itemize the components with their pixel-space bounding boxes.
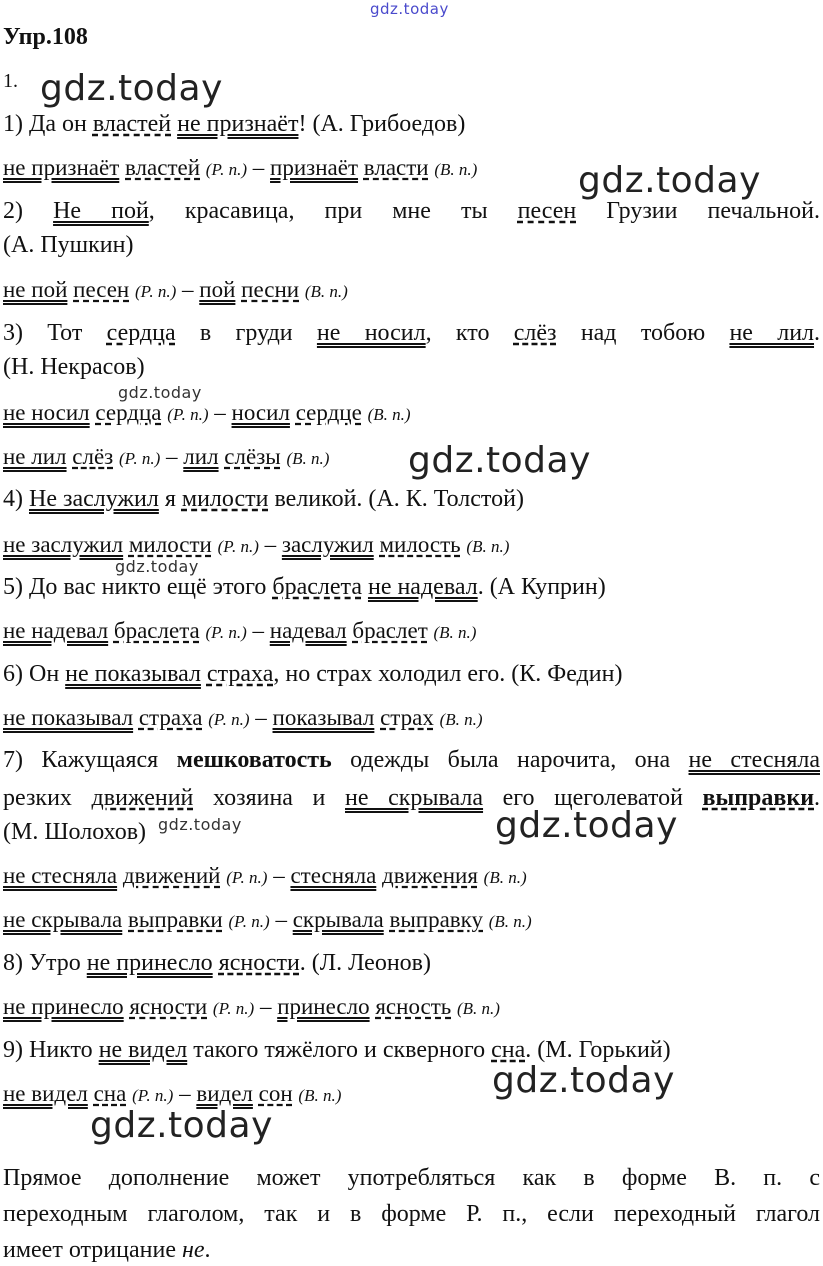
watermark: gdz.today — [115, 557, 199, 576]
pair-6: не показывал страха (Р. п.) – показывал страх (В. п.) — [3, 705, 483, 730]
pair-2: не пой песен (Р. п.) – пой песни (В. п.) — [3, 277, 348, 302]
pair-1: не признаёт властей (Р. п.) – признаёт власти (В. п.) — [3, 155, 478, 180]
exercise-title: Упр.108 — [3, 24, 88, 50]
pair-3b: не лил слёз (Р. п.) – лил слёзы (В. п.) — [3, 444, 330, 469]
sentence-2: 2) Не пой, красавица, при мне ты песен Грузии печальной. — [3, 198, 820, 224]
watermark: gdz.today — [370, 0, 449, 18]
watermark: gdz.today — [578, 160, 761, 201]
rule-line-2: переходным глаголом, так и в форме Р. п., если переходный глагол — [3, 1201, 820, 1227]
part-number: 1. — [3, 70, 18, 92]
sentence-8: 8) Утро не принесло ясности. (Л. Леонов) — [3, 950, 431, 976]
sentence-9: 9) Никто не видел такого тяжёлого и скверного сна. (М. Горький) — [3, 1037, 671, 1063]
watermark: gdz.today — [40, 68, 223, 109]
rule-line-1: Прямое дополнение может употребляться как в форме В. п. с — [3, 1165, 820, 1191]
watermark: gdz.today — [492, 1060, 675, 1101]
sentence-7-line-1: 7) Кажущаяся мешковатость одежды была нарочита, она не стесняла — [3, 747, 820, 773]
pair-4: не заслужил милости (Р. п.) – заслужил милость (В. п.) — [3, 532, 510, 557]
watermark: gdz.today — [408, 440, 591, 481]
watermark: gdz.today — [495, 805, 678, 846]
sentence-7-line-2: резких движений хозяина и не скрывала его щеголеватой выправки. — [3, 785, 821, 811]
rule-line-3: имеет отрицание не. — [3, 1237, 211, 1263]
sentence-7-author: (М. Шолохов) — [3, 819, 147, 845]
pair-5: не надевал браслета (Р. п.) – надевал браслет (В. п.) — [3, 618, 477, 643]
pair-3a: не носил сердца (Р. п.) – носил сердце (В. п.) — [3, 400, 411, 425]
watermark: gdz.today — [118, 383, 202, 402]
sentence-5: 5) До вас никто ещё этого браслета не надевал. (А Куприн) — [3, 574, 606, 600]
watermark: gdz.today — [90, 1105, 273, 1146]
sentence-6: 6) Он не показывал страха, но страх холодил его. (К. Федин) — [3, 661, 623, 687]
sentence-1: 1) Да он властей не признаёт! (А. Грибоедов) — [3, 111, 466, 137]
pair-9: не видел сна (Р. п.) – видел сон (В. п.) — [3, 1081, 342, 1106]
sentence-2-author: (А. Пушкин) — [3, 232, 134, 258]
pair-8: не принесло ясности (Р. п.) – принесло ясность (В. п.) — [3, 994, 500, 1019]
pair-7b: не скрывала выправки (Р. п.) – скрывала выправку (В. п.) — [3, 907, 532, 932]
watermark: gdz.today — [158, 815, 242, 834]
sentence-3: 3) Тот сердца в груди не носил, кто слёз над тобою не лил. — [3, 320, 821, 346]
sentence-3-author: (Н. Некрасов) — [3, 354, 145, 380]
sentence-4: 4) Не заслужил я милости великой. (А. К. Толстой) — [3, 486, 524, 512]
pair-7a: не стесняла движений (Р. п.) – стесняла движения (В. п.) — [3, 863, 527, 888]
